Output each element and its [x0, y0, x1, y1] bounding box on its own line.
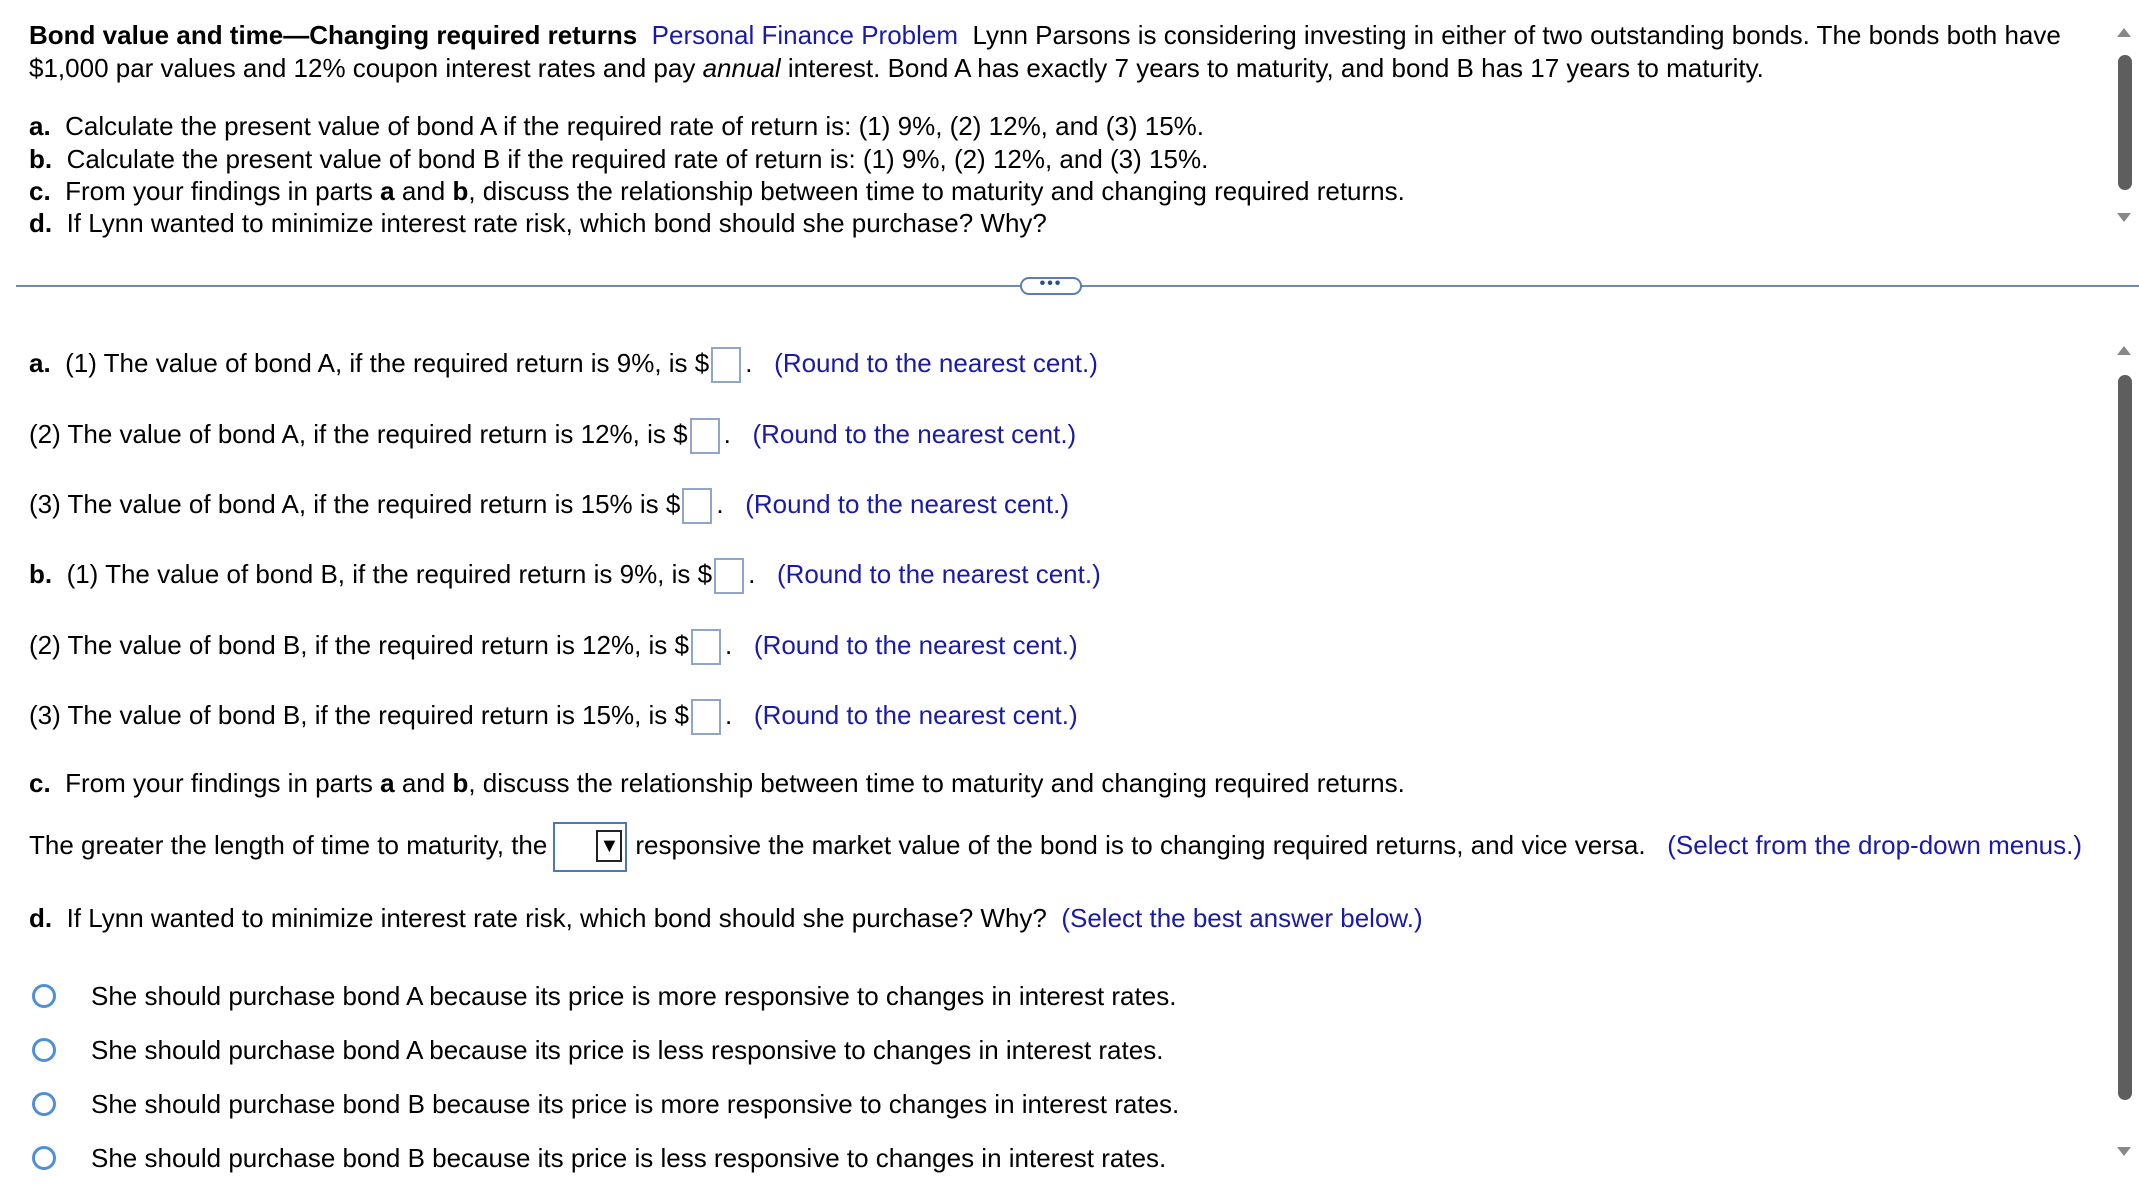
option-b-label[interactable]: She should purchase bond A because its price is less responsive to changes in interest rates. — [91, 1035, 1164, 1065]
problem-title: Bond value and time—Changing required returns — [29, 20, 638, 50]
answer-b1-input[interactable] — [714, 558, 744, 594]
problem-part-d: d. If Lynn wanted to minimize interest rate risk, which bond should she purchase? Why? — [29, 208, 1047, 238]
round-hint: (Round to the nearest cent.) — [777, 558, 1101, 589]
answer-a2-input[interactable] — [690, 418, 720, 454]
round-hint: (Round to the nearest cent.) — [752, 418, 1077, 449]
option-a-label[interactable]: She should purchase bond A because its price is more responsive to changes in interest rates. — [91, 981, 1177, 1011]
answer-a3-input[interactable] — [682, 488, 712, 524]
responsiveness-dropdown[interactable] — [553, 822, 627, 872]
problem-part-a: a. Calculate the present value of bond A if the required rate of return is: (1) 9%, (2) 12%, and (3) 15%. — [29, 111, 1204, 141]
select-hint: (Select the best answer below.) — [1061, 903, 1423, 933]
problem-part-b: b. Calculate the present value of bond B if the required rate of return is: (1) 9%, (2) 12%, and (3) 15%. — [29, 144, 1209, 174]
round-hint: (Round to the nearest cent.) — [745, 488, 1069, 519]
answer-d-question: d. If Lynn wanted to minimize interest rate risk, which bond should she purchase? Why? (Select the best answer below.) — [29, 903, 1423, 933]
scroll-up-arrow-top[interactable] — [2117, 28, 2131, 37]
option-d-label[interactable]: She should purchase bond B because its price is less responsive to changes in interest rates. — [91, 1143, 1167, 1173]
expand-button[interactable]: ••• — [1020, 277, 1082, 295]
option-d-radio[interactable] — [32, 1146, 56, 1170]
answer-b2-row: (2) The value of bond B, if the required return is 12%, is $ . (Round to the nearest cent.) — [29, 629, 1078, 665]
round-hint: (Round to the nearest cent.) — [753, 629, 1078, 660]
answer-b3-input[interactable] — [691, 699, 721, 735]
scrollbar-thumb-bottom[interactable] — [2118, 375, 2132, 1100]
option-a-radio[interactable] — [32, 984, 56, 1008]
problem-tag: Personal Finance Problem — [651, 20, 959, 50]
problem-intro: Lynn Parsons is considering investing in either of two outstanding bonds. The bonds both have — [972, 20, 2061, 50]
round-hint: (Round to the nearest cent.) — [774, 347, 1098, 378]
problem-part-c: c. From your findings in parts a and b, discuss the relationship between time to maturity and changing required returns. — [29, 176, 1405, 206]
scrollbar-thumb-top[interactable] — [2118, 55, 2132, 190]
answer-a3-row: (3) The value of bond A, if the required return is 15% is $ . (Round to the nearest cent.) — [29, 488, 1069, 524]
scroll-down-arrow-bottom[interactable] — [2117, 1147, 2131, 1156]
answer-a1-row: a. (1) The value of bond A, if the required return is 9%, is $ . (Round to the nearest cent.) — [29, 347, 1098, 383]
answer-b2-input[interactable] — [691, 629, 721, 665]
answer-a2-row: (2) The value of bond A, if the required return is 12%, is $ . (Round to the nearest cent.) — [29, 418, 1076, 454]
answer-c-sentence: The greater the length of time to maturity, the ▼ responsive the market value of the bond is to changing required returns, and vice versa. (Select from the drop-down menus.) — [29, 822, 2082, 872]
dropdown-arrow-icon: ▼ — [596, 830, 622, 862]
scroll-up-arrow-bottom[interactable] — [2117, 346, 2131, 355]
answer-c-question: c. From your findings in parts a and b, discuss the relationship between time to maturity and changing required returns. — [29, 768, 1405, 798]
answer-b3-row: (3) The value of bond B, if the required return is 15%, is $ . (Round to the nearest cent.) — [29, 699, 1078, 735]
problem-header — [29, 20, 2061, 51]
dropdown-hint: (Select from the drop-down menus.) — [1667, 829, 2082, 860]
problem-intro-line2: $1,000 par values and 12% coupon interest rates and pay annual interest. Bond A has exactly 7 years to maturity, and bond B has 17 years to maturity. — [29, 53, 1764, 83]
answer-b1-row: b. (1) The value of bond B, if the required return is 9%, is $ . (Round to the nearest cent.) — [29, 558, 1101, 594]
scroll-down-arrow-top[interactable] — [2117, 213, 2131, 222]
round-hint: (Round to the nearest cent.) — [753, 699, 1078, 730]
option-b-radio[interactable] — [32, 1038, 56, 1062]
answer-a1-input[interactable] — [711, 347, 741, 383]
option-c-radio[interactable] — [32, 1092, 56, 1116]
option-c-label[interactable]: She should purchase bond B because its price is more responsive to changes in interest rates. — [91, 1089, 1180, 1119]
